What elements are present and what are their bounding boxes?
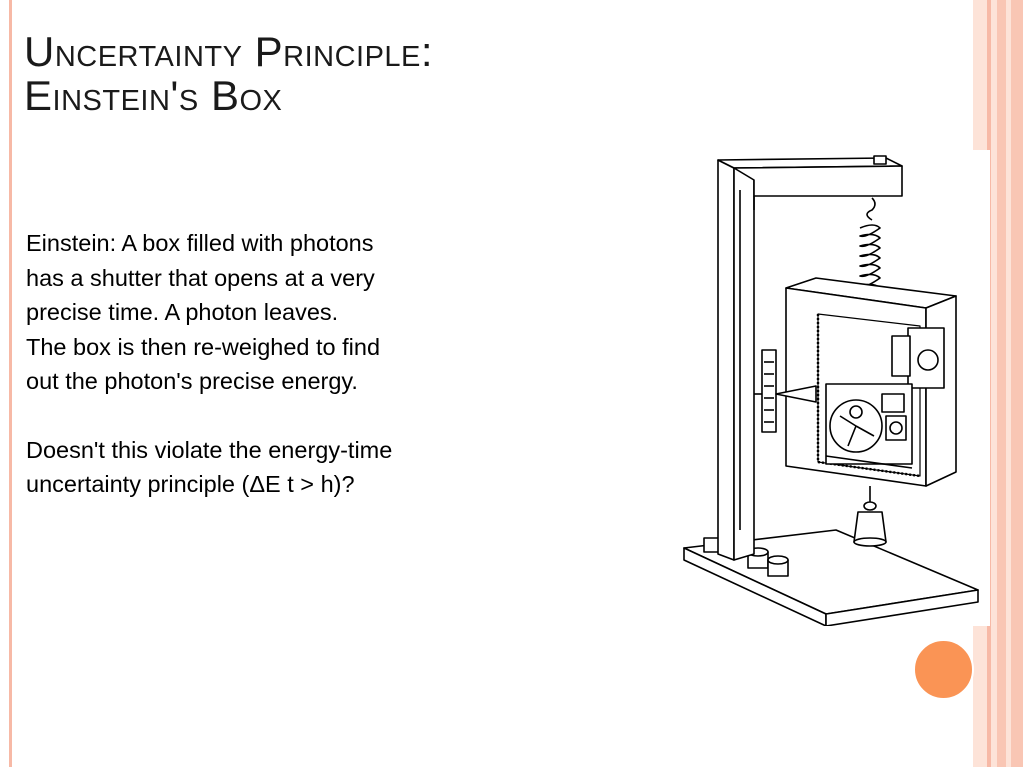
stripe — [1011, 0, 1023, 767]
einstein-box-illustration — [676, 150, 990, 626]
paragraph2-line: Doesn't this violate the energy-time — [26, 436, 393, 463]
vertical-post — [718, 160, 754, 560]
slide-body — [26, 226, 546, 502]
paragraph1-line: has a shutter that opens at a very — [26, 264, 375, 291]
hanging-weight — [854, 486, 886, 546]
paragraph1-line: precise time. A photon leaves. — [26, 299, 339, 325]
paragraph1-line: out the photon's precise energy. — [26, 368, 358, 394]
left-border-rule — [9, 0, 12, 767]
paragraph1-line: Einstein: A box filled with photons — [26, 230, 374, 256]
slide-title — [24, 30, 624, 118]
paragraph2-line: uncertainty principle (ΔE t > h)? — [26, 471, 355, 497]
accent-circle — [913, 639, 974, 700]
photon-box — [786, 278, 956, 486]
paragraph1-line: The box is then re-weighed to find — [26, 333, 381, 360]
stripe — [997, 0, 1006, 767]
title-line-2: Einstein's Box — [24, 72, 283, 119]
title-line-1: Uncertainty Principle: — [24, 28, 434, 75]
